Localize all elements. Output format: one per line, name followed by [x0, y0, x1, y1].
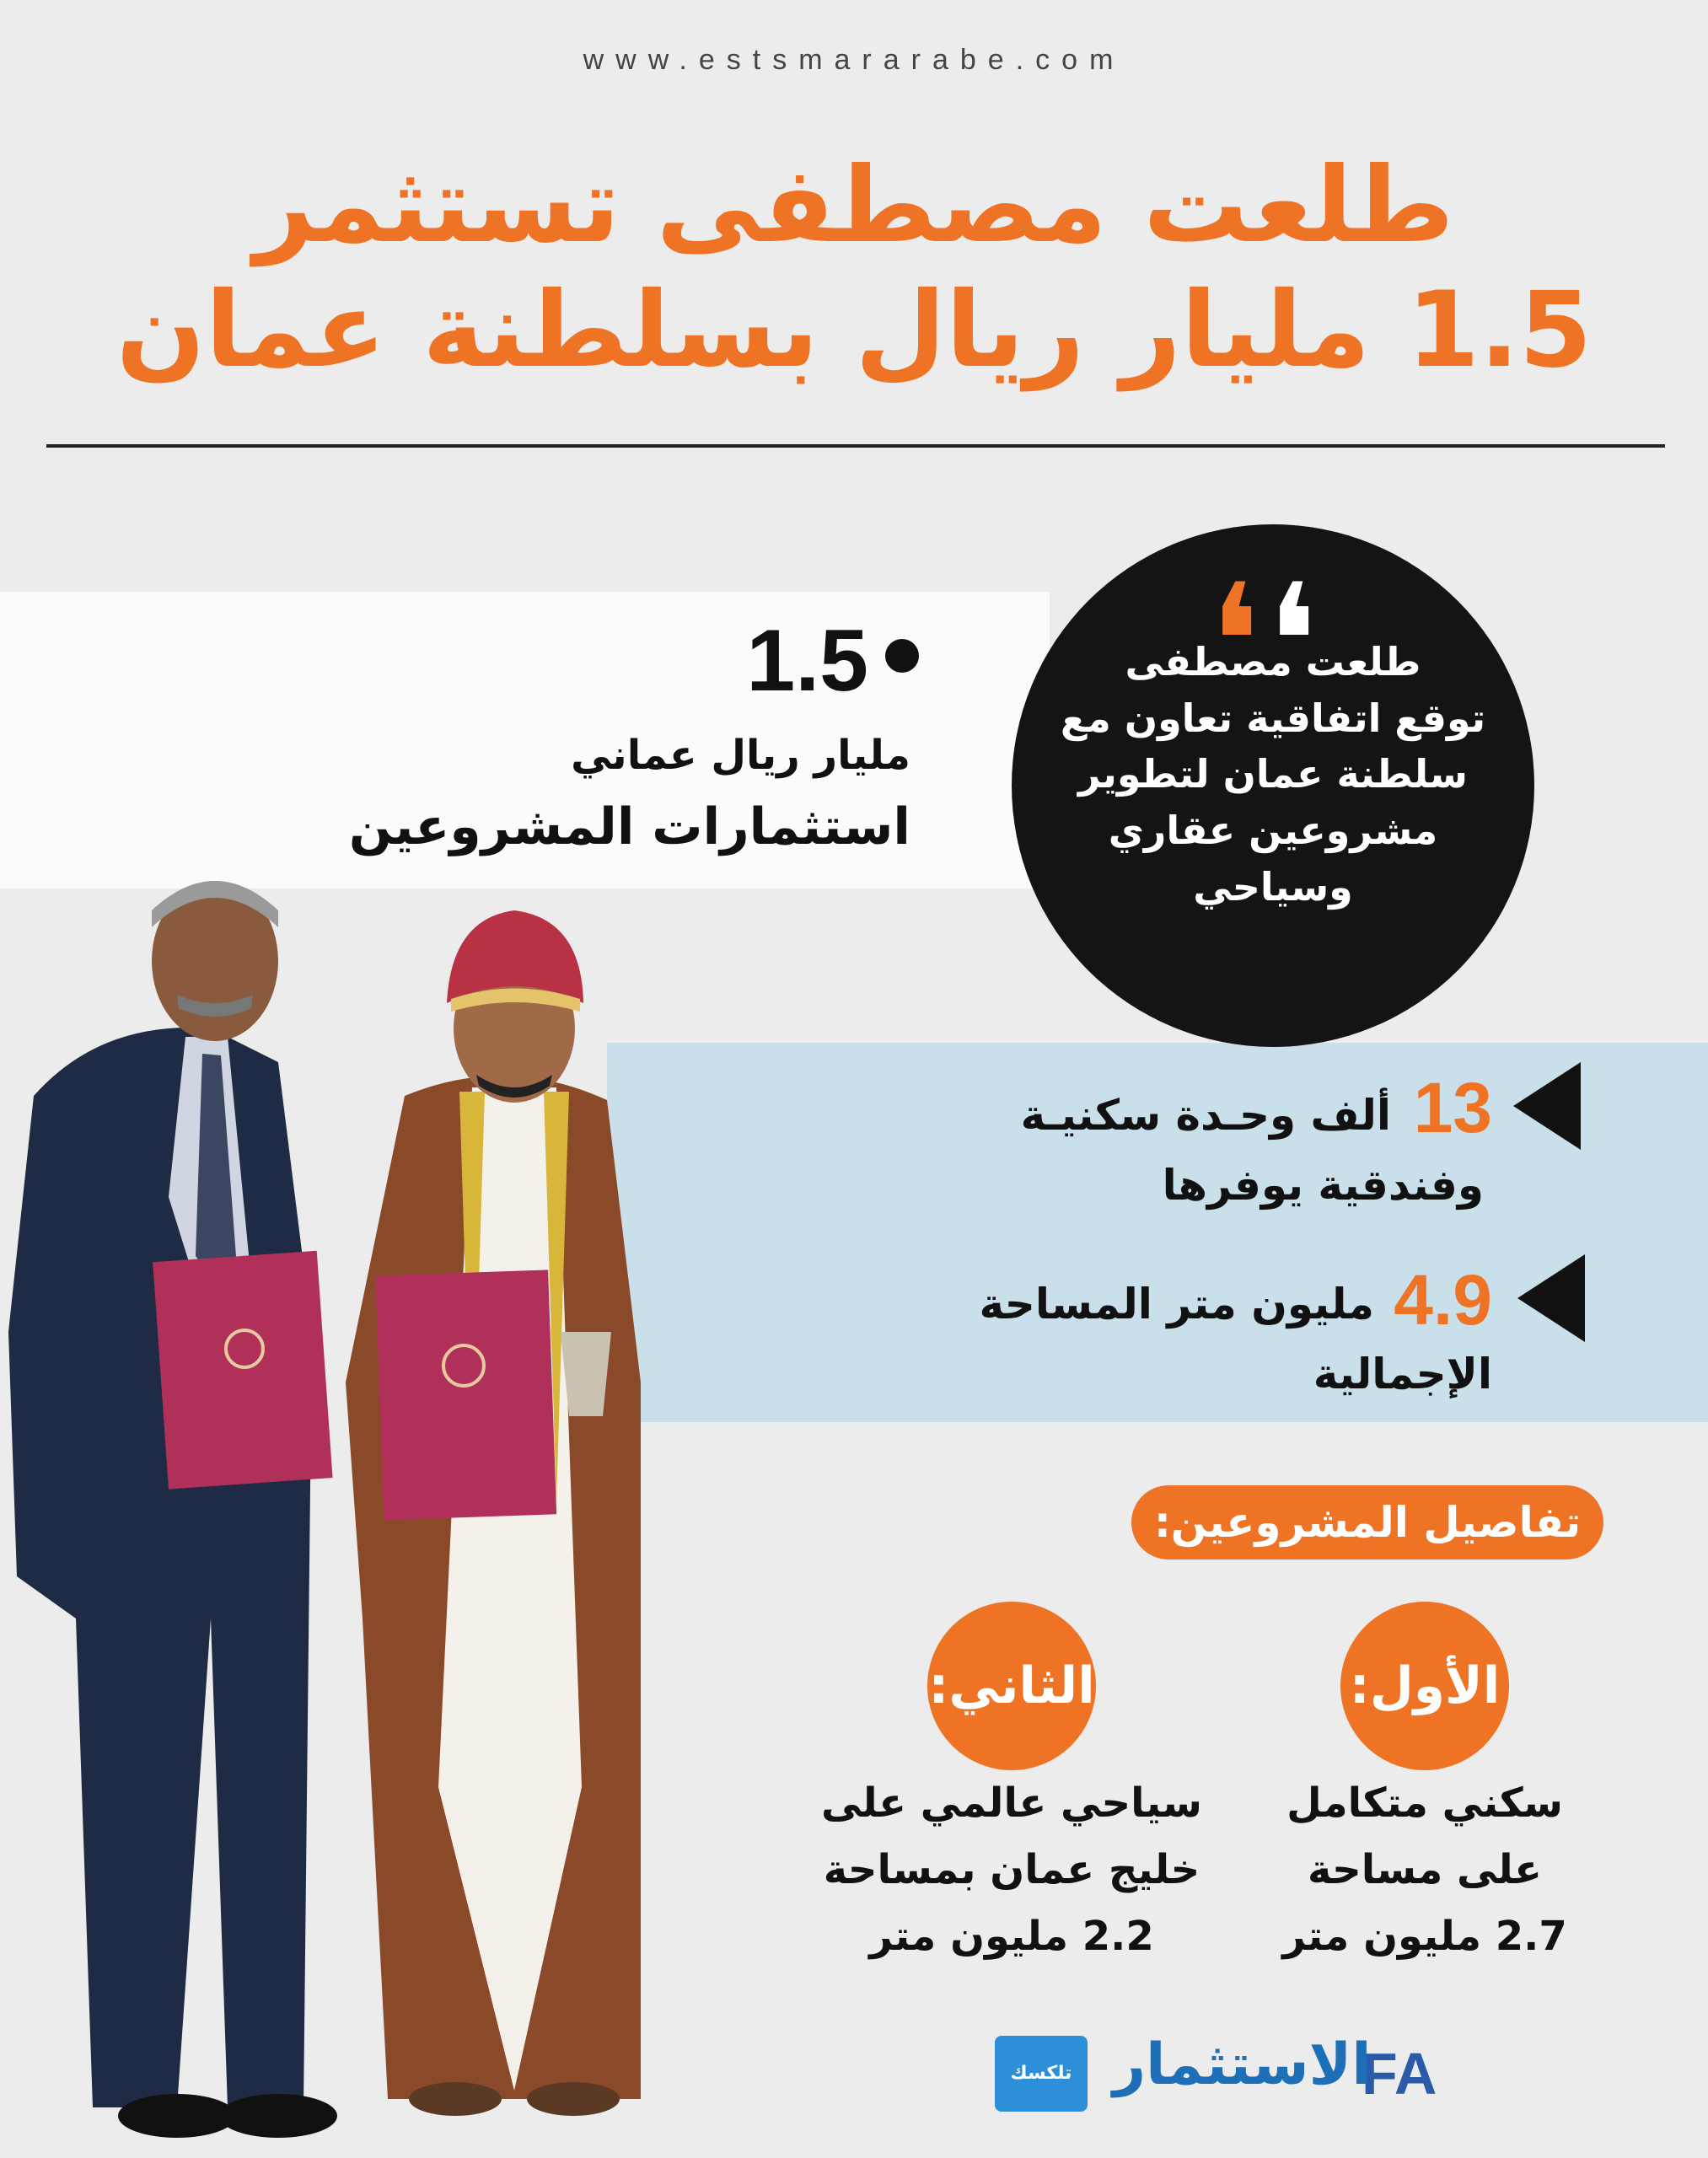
stat-line: مليون متر المساحة — [979, 1280, 1374, 1329]
project-first-desc — [1248, 1770, 1602, 1971]
investment-unit: مليار ريال عماني — [571, 732, 910, 779]
fa-logo: FA — [1362, 2041, 1437, 2107]
stat-line: ألف وحـدة سكنيـة — [1020, 1091, 1391, 1140]
details-heading: تفاصيل المشروعين: — [1131, 1485, 1603, 1559]
investment-label: استثمارات المشروعين — [348, 797, 910, 856]
stat-number: 4.9 — [1394, 1260, 1492, 1339]
stat-line: وفندقية يوفرها — [1162, 1160, 1484, 1210]
quote-line: وسياحي — [1193, 863, 1353, 910]
site-url: www.estsmararabe.com — [583, 44, 1125, 76]
project-second-desc — [809, 1770, 1214, 1971]
quote-line: سلطنة عمان لتطوير — [1078, 751, 1468, 797]
project-second-badge: الثاني: — [927, 1602, 1096, 1770]
project-line: على مساحة — [1308, 1846, 1542, 1894]
signing-photo — [0, 860, 809, 2158]
quote-text — [1029, 634, 1517, 915]
stat-arrow-icon — [1517, 1254, 1585, 1342]
quote-line: توقع اتفاقية تعاون مع — [1060, 695, 1486, 741]
quote-mark-orange-icon: ❛ — [1209, 550, 1261, 736]
project-line: سياحي عالمي على — [821, 1780, 1202, 1827]
project-line: 2.2 مليون متر — [869, 1913, 1154, 1961]
page-title-line2: 1.5 مليار ريال بسلطنة عمان — [115, 270, 1593, 391]
project-line: 2.7 مليون متر — [1282, 1913, 1567, 1961]
investment-bullet-icon — [885, 639, 919, 673]
stat-number: 13 — [1413, 1068, 1492, 1147]
quote-mark-white-icon: ❛ — [1266, 550, 1319, 736]
page-title-line1: طلعت مصطفى تستثمر — [254, 145, 1454, 266]
title-divider — [46, 444, 1665, 448]
project-first-badge: الأول: — [1340, 1602, 1509, 1770]
talkas-logo: تلكسك — [995, 2036, 1088, 2112]
project-line: خليج عمان بمساحة — [823, 1846, 1200, 1894]
quote-line: طلعت مصطفى — [1125, 639, 1421, 684]
project-line: سكني متكامل — [1286, 1780, 1563, 1827]
stat-line: الإجمالية — [1313, 1349, 1492, 1398]
quote-line: مشروعين عقاري — [1108, 808, 1438, 854]
stat-arrow-icon — [1513, 1062, 1581, 1150]
investment-value: 1.5 — [746, 612, 868, 710]
estithmar-logo: الاستثمار — [1113, 2032, 1372, 2098]
